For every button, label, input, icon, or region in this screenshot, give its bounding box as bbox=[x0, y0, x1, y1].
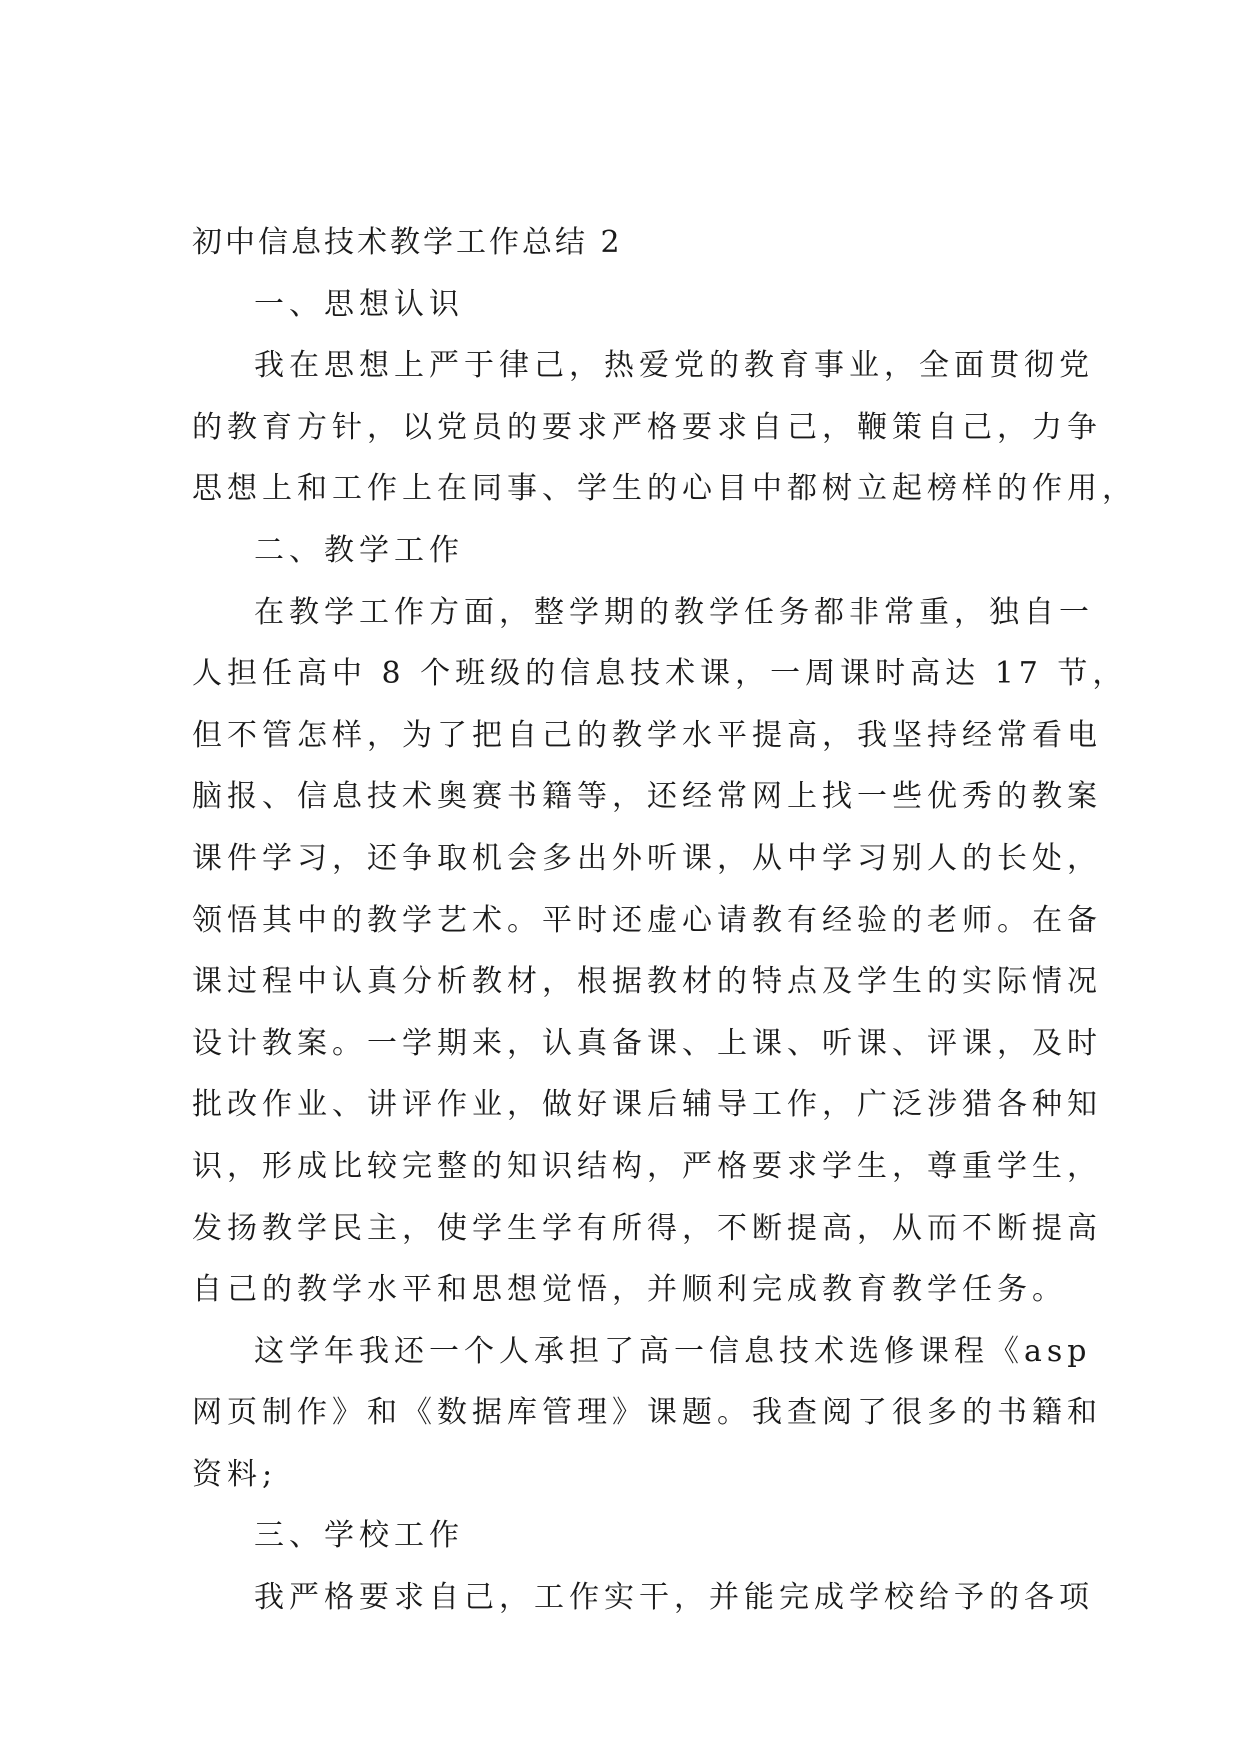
text-line: 我严格要求自己，工作实干，并能完成学校给予的各项 bbox=[254, 1580, 1094, 1616]
text-line: 资料; bbox=[192, 1456, 278, 1492]
section-heading-thoughts: 一、思想认识 bbox=[254, 286, 464, 322]
section-heading-school: 三、学校工作 bbox=[254, 1518, 464, 1554]
text-line: 思想上和工作上在同事、学生的心目中都树立起榜样的作用， bbox=[192, 471, 1137, 507]
text-line: 领悟其中的教学艺术。平时还虚心请教有经验的老师。在备 bbox=[192, 902, 1102, 938]
text-line: 脑报、信息技术奥赛书籍等，还经常网上找一些优秀的教案 bbox=[192, 779, 1102, 815]
text-line: 批改作业、讲评作业，做好课后辅导工作，广泛涉猎各种知 bbox=[192, 1087, 1102, 1123]
text-line: 在教学工作方面，整学期的教学任务都非常重，独自一 bbox=[254, 594, 1094, 630]
text-line: 网页制作》和《数据库管理》课题。我查阅了很多的书籍和 bbox=[192, 1395, 1102, 1431]
text-line: 识，形成比较完整的知识结构，严格要求学生，尊重学生， bbox=[192, 1148, 1102, 1184]
text-line: 我在思想上严于律己，热爱党的教育事业，全面贯彻党 bbox=[254, 348, 1094, 384]
text-line: 发扬教学民主，使学生学有所得，不断提高，从而不断提高 bbox=[192, 1210, 1102, 1246]
text-line: 的教育方针，以党员的要求严格要求自己，鞭策自己，力争 bbox=[192, 409, 1102, 445]
text-line: 但不管怎样，为了把自己的教学水平提高，我坚持经常看电 bbox=[192, 717, 1102, 753]
text-line: 课过程中认真分析教材，根据教材的特点及学生的实际情况 bbox=[192, 964, 1102, 1000]
document-title: 初中信息技术教学工作总结 2 bbox=[192, 225, 623, 260]
text-line: 这学年我还一个人承担了高一信息技术选修课程《asp bbox=[254, 1333, 1092, 1369]
document-body bbox=[192, 212, 1137, 1629]
section-heading-teaching: 二、教学工作 bbox=[254, 532, 464, 568]
text-line: 人担任高中 8 个班级的信息技术课，一周课时高达 17 节， bbox=[192, 656, 1128, 692]
text-line: 设计教案。一学期来，认真备课、上课、听课、评课，及时 bbox=[192, 1025, 1102, 1061]
text-line: 课件学习，还争取机会多出外听课，从中学习别人的长处， bbox=[192, 840, 1102, 876]
text-line: 自己的教学水平和思想觉悟，并顺利完成教育教学任务。 bbox=[192, 1272, 1067, 1308]
